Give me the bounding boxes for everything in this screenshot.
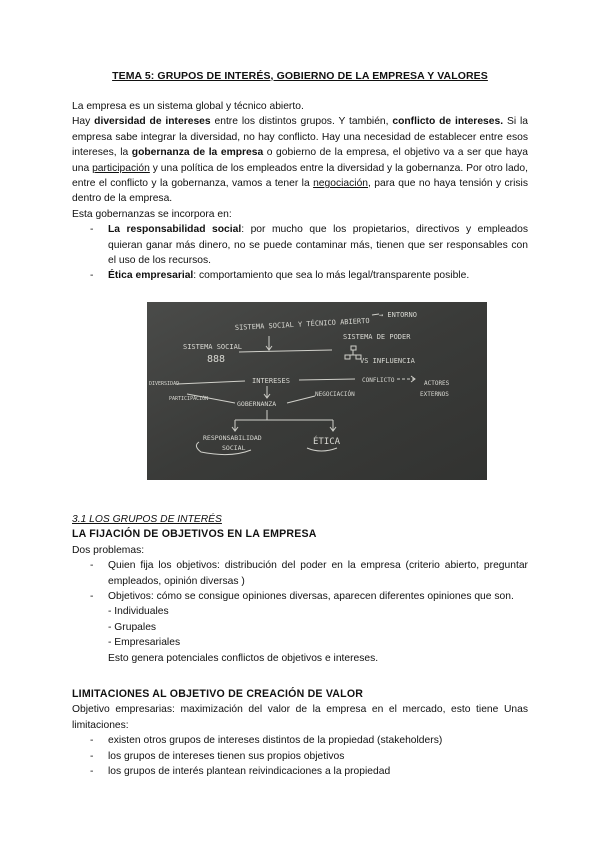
limitaciones-intro: Objetivo empresarias: maximización del valor de la empresa en el mercado, esto tiene Unas limitaciones: bbox=[72, 704, 528, 731]
board-externos: EXTERNOS bbox=[420, 391, 449, 398]
sub-item: - Grupales bbox=[108, 621, 157, 633]
blackboard-photo bbox=[147, 302, 487, 480]
board-actores: ACTORES bbox=[424, 380, 450, 387]
intro-line-3: Esta gobernanzas se incorpora en: bbox=[72, 208, 232, 220]
intro-paragraph: Hay diversidad de intereses entre los distintos grupos. Y también, conflicto de intereses. Si la empresa sabe integrar la diversidad, no hay conflicto. Hay una necesidad de establecer entre esos intereses, la gobernanza de la empresa o gobierno de la empresa, el objetivo va a ser que haya una participación y una política de los empleados entre la diversidad y la gobernanza. Por otro lado, entre el conflicto y la gobernanza, vamos a tener la negociación, para que no haya tensión y crisis dentro de la empresa. bbox=[72, 116, 528, 205]
page-title: TEMA 5: GRUPOS DE INTERÉS, GOBIERNO DE LA EMPRESA Y VALORES bbox=[112, 70, 488, 82]
board-participacion: PARTICIPACIÓN bbox=[169, 396, 209, 402]
incorpora-list bbox=[72, 222, 528, 284]
board-entorno: → ENTORNO bbox=[379, 311, 417, 319]
sub-item: - Individuales bbox=[108, 606, 169, 618]
board-negociacion: NEGOCIACIÓN bbox=[315, 391, 355, 398]
board-sistema-social-left: SISTEMA SOCIAL bbox=[183, 343, 243, 351]
list-item: - Ética empresarial: comportamiento que sea lo más legal/transparente posible. bbox=[90, 270, 470, 282]
board-number: 888 bbox=[207, 354, 226, 365]
limitaciones-list bbox=[72, 733, 528, 779]
board-intereses: INTERESES bbox=[252, 377, 290, 385]
blackboard-drawing bbox=[147, 302, 487, 480]
list-item: - Quien fija los objetivos: distribución del poder en la empresa (criterio abierto, preguntar empleados, opinión diversas ) bbox=[90, 560, 528, 587]
list-item: - los grupos de interés plantean reivindicaciones a la propiedad bbox=[90, 766, 391, 778]
section-31-heading: 3.1 LOS GRUPOS DE INTERÉS bbox=[72, 514, 222, 525]
limitaciones-heading: LIMITACIONES AL OBJETIVO DE CREACIÓN DE VALOR bbox=[72, 688, 364, 700]
sub-item: - Empresariales bbox=[108, 637, 181, 649]
intro-line-1: La empresa es un sistema global y técnico abierto. bbox=[72, 101, 304, 112]
intro-block bbox=[72, 99, 528, 284]
fijacion-heading: LA FIJACIÓN DE OBJETIVOS EN LA EMPRESA bbox=[72, 528, 317, 541]
fijacion-closing: Esto genera potenciales conflictos de objetivos e intereses. bbox=[108, 652, 379, 664]
limitaciones-block bbox=[72, 687, 528, 779]
board-etica: ÉTICA bbox=[313, 437, 341, 447]
list-item: - Objetivos: cómo se consigue opiniones diversas, aparecen diferentes opiniones que son. bbox=[90, 591, 514, 603]
board-responsabilidad: RESPONSABILIDAD bbox=[203, 434, 262, 442]
list-item: - La responsabilidad social: por mucho que los propietarios, directivos y empleados quieran ganar más dinero, no se puede contaminar más, tienen que ser responsables con el uso de los recursos. bbox=[90, 224, 528, 267]
board-conflicto: CONFLICTO bbox=[362, 377, 395, 384]
board-social: SOCIAL bbox=[222, 444, 246, 452]
board-sistema-poder: SISTEMA DE PODER bbox=[343, 333, 411, 341]
section-31-block bbox=[72, 512, 528, 666]
fijacion-intro: Dos problemas: bbox=[72, 544, 145, 556]
fijacion-list bbox=[72, 558, 528, 604]
board-vs-influencia: VS INFLUENCIA bbox=[360, 357, 415, 365]
list-item: - existen otros grupos de intereses distintos de la propiedad (stakeholders) bbox=[90, 735, 443, 747]
board-sistema-social: SISTEMA SOCIAL Y TÉCNICO ABIERTO bbox=[234, 316, 370, 332]
board-diversidad: DIVERSIDAD bbox=[149, 381, 180, 387]
board-gobernanza: GOBERNANZA bbox=[237, 400, 277, 408]
list-item: - los grupos de intereses tienen sus propios objetivos bbox=[90, 750, 345, 762]
